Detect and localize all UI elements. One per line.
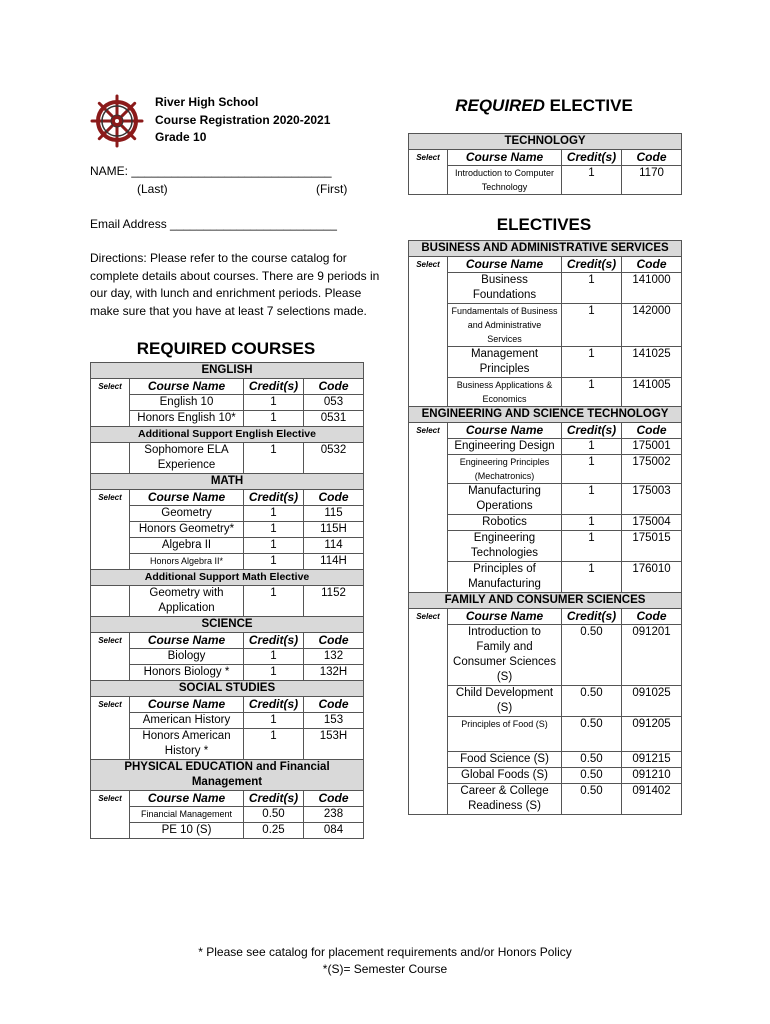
technology-table <box>408 133 682 195</box>
section-title: FAMILY AND CONSUMER SCIENCES <box>409 593 682 609</box>
course-credits: 1 <box>244 713 304 729</box>
course-name: Engineering Principles (Mechatronics) <box>448 455 562 484</box>
course-row[interactable] <box>91 823 364 839</box>
course-row[interactable] <box>409 515 682 531</box>
course-code: 142000 <box>622 304 682 347</box>
course-credits: 1 <box>244 506 304 522</box>
course-row[interactable] <box>91 729 364 760</box>
course-row[interactable] <box>91 506 364 522</box>
course-credits: 1 <box>244 729 304 760</box>
course-name: Geometry with Application <box>130 586 244 617</box>
electives-title: ELECTIVES <box>496 215 592 234</box>
course-row[interactable] <box>91 395 364 411</box>
course-name-header: Course Name <box>130 490 244 506</box>
course-credits: 1 <box>244 395 304 411</box>
first-name-label: (First) <box>316 182 348 196</box>
course-code: 141000 <box>622 273 682 304</box>
course-credits: 0.50 <box>562 625 622 686</box>
course-row[interactable] <box>91 807 364 823</box>
course-code: 153H <box>304 729 364 760</box>
directions-text: Directions: Please refer to the course catalog for complete details about courses. There are 9 periods in our day, with lunch and enrichment periods. Please make sure that you have at least 7 selections made. <box>90 251 380 318</box>
select-header: Select <box>91 490 130 570</box>
course-name: Honors Algebra II* <box>130 554 244 570</box>
course-code: 091210 <box>622 768 682 784</box>
course-credits: 1 <box>562 347 622 378</box>
course-name: Management Principles <box>448 347 562 378</box>
course-name: Business Foundations <box>448 273 562 304</box>
course-name: Honors Biology * <box>130 665 244 681</box>
course-credits: 0.50 <box>244 807 304 823</box>
english-section-header <box>91 363 364 379</box>
course-name-header: Course Name <box>130 791 244 807</box>
course-credits: 0.25 <box>244 823 304 839</box>
course-credits: 1 <box>562 273 622 304</box>
course-code: 0531 <box>304 411 364 427</box>
course-row[interactable] <box>409 347 682 378</box>
course-code: 084 <box>304 823 364 839</box>
course-row[interactable] <box>91 586 364 617</box>
footer-note-honors: * Please see catalog for placement requirements and/or Honors Policy <box>198 945 572 959</box>
course-code: 091025 <box>622 686 682 717</box>
course-code: 141005 <box>622 378 682 407</box>
select-header: Select <box>91 697 130 760</box>
code-header: Code <box>622 609 682 625</box>
course-name: English 10 <box>130 395 244 411</box>
course-name: Engineering Design <box>448 439 562 455</box>
course-name: Algebra II <box>130 538 244 554</box>
course-name-header: Course Name <box>448 257 562 273</box>
course-code: 132 <box>304 649 364 665</box>
course-credits: 1 <box>244 649 304 665</box>
select-header: Select <box>409 257 448 407</box>
course-row[interactable] <box>91 522 364 538</box>
column-header-row <box>91 379 364 395</box>
course-code: 175001 <box>622 439 682 455</box>
course-row[interactable] <box>409 717 682 752</box>
credits-header: Credit(s) <box>244 490 304 506</box>
course-name: Biology <box>130 649 244 665</box>
select-header: Select <box>91 633 130 681</box>
course-credits: 1 <box>244 411 304 427</box>
column-header-row <box>409 257 682 273</box>
business-section-header <box>409 241 682 257</box>
course-name: PE 10 (S) <box>130 823 244 839</box>
course-name: Honors Geometry* <box>130 522 244 538</box>
required-courses-table <box>90 362 364 839</box>
section-title: SCIENCE <box>91 617 364 633</box>
course-row[interactable] <box>409 484 682 515</box>
school-name: River High School <box>155 95 259 109</box>
email-field[interactable]: Email Address _________________________ <box>90 217 337 231</box>
course-code: 238 <box>304 807 364 823</box>
code-header: Code <box>304 697 364 713</box>
select-header: Select <box>409 609 448 815</box>
course-credits: 1 <box>562 166 622 195</box>
section-title: BUSINESS AND ADMINISTRATIVE SERVICES <box>409 241 682 257</box>
code-header: Code <box>304 379 364 395</box>
course-credits: 1 <box>562 439 622 455</box>
select-header: Select <box>409 150 448 195</box>
course-code: 176010 <box>622 562 682 593</box>
course-name: Business Applications & Economics <box>448 378 562 407</box>
course-credits: 1 <box>562 304 622 347</box>
course-credits: 0.50 <box>562 717 622 752</box>
code-header: Code <box>304 633 364 649</box>
course-credits: 0.50 <box>562 686 622 717</box>
column-header-row <box>409 609 682 625</box>
section-title: ENGLISH <box>91 363 364 379</box>
technology-section-header <box>409 134 682 150</box>
course-credits: 0.50 <box>562 784 622 815</box>
course-row[interactable] <box>409 378 682 407</box>
section-title: PHYSICAL EDUCATION and Financial Management <box>91 760 364 791</box>
course-name: American History <box>130 713 244 729</box>
course-name: Principles of Food (S) <box>448 717 562 752</box>
course-code: 132H <box>304 665 364 681</box>
course-code: 175015 <box>622 531 682 562</box>
code-header: Code <box>304 490 364 506</box>
credits-header: Credit(s) <box>562 423 622 439</box>
credits-header: Credit(s) <box>244 379 304 395</box>
course-credits: 1 <box>562 378 622 407</box>
course-credits: 1 <box>244 538 304 554</box>
course-row[interactable] <box>91 665 364 681</box>
school-header <box>155 94 330 147</box>
course-code: 053 <box>304 395 364 411</box>
name-field[interactable]: NAME: ______________________________ <box>90 164 332 178</box>
course-credits: 1 <box>562 531 622 562</box>
course-name-header: Course Name <box>448 609 562 625</box>
course-name: Honors English 10* <box>130 411 244 427</box>
course-credits: 1 <box>244 586 304 617</box>
course-row[interactable] <box>409 752 682 768</box>
course-name: Fundamentals of Business and Administrative Services <box>448 304 562 347</box>
course-code: 175003 <box>622 484 682 515</box>
course-code: 115H <box>304 522 364 538</box>
select-header: Select <box>91 379 130 427</box>
course-name: Sophomore ELA Experience <box>130 443 244 474</box>
course-code: 1152 <box>304 586 364 617</box>
course-credits: 1 <box>562 455 622 484</box>
course-code: 175004 <box>622 515 682 531</box>
course-credits: 1 <box>562 484 622 515</box>
required-courses-title: REQUIRED COURSES <box>136 339 316 358</box>
grade-label: Grade 10 <box>155 130 207 144</box>
credits-header: Credit(s) <box>562 257 622 273</box>
engineering-section-header <box>409 407 682 423</box>
column-header-row <box>91 791 364 807</box>
course-row[interactable] <box>91 538 364 554</box>
course-row[interactable] <box>409 784 682 815</box>
course-row[interactable] <box>91 443 364 474</box>
course-code: 153 <box>304 713 364 729</box>
course-row[interactable] <box>409 625 682 686</box>
course-name-header: Course Name <box>448 423 562 439</box>
course-name-header: Course Name <box>448 150 562 166</box>
course-name-header: Course Name <box>130 697 244 713</box>
registration-year: Course Registration 2020-2021 <box>155 112 331 127</box>
section-title: TECHNOLOGY <box>409 134 682 150</box>
course-credits: 0.50 <box>562 768 622 784</box>
column-header-row <box>409 423 682 439</box>
support-title: Additional Support Math Elective <box>91 570 364 586</box>
course-name: Honors American History * <box>130 729 244 760</box>
math-support-header <box>91 570 364 586</box>
course-name: Child Development (S) <box>448 686 562 717</box>
elective-word: ELECTIVE <box>544 96 633 115</box>
required-elective-title <box>408 96 680 116</box>
course-row[interactable] <box>91 554 364 570</box>
course-name: Introduction to Computer Technology <box>448 166 562 195</box>
footer-note-semester: *(S)= Semester Course <box>322 962 448 976</box>
english-support-header <box>91 427 364 443</box>
course-row[interactable] <box>409 304 682 347</box>
course-name-header: Course Name <box>130 379 244 395</box>
last-name-label: (Last) <box>137 182 168 196</box>
course-credits: 1 <box>562 562 622 593</box>
course-row[interactable] <box>91 411 364 427</box>
course-row[interactable] <box>409 768 682 784</box>
course-code: 175002 <box>622 455 682 484</box>
column-header-row <box>91 697 364 713</box>
course-row[interactable] <box>91 649 364 665</box>
select-cell[interactable] <box>91 443 130 474</box>
ship-wheel-logo <box>90 94 144 148</box>
select-header: Select <box>91 791 130 839</box>
select-cell[interactable] <box>91 586 130 617</box>
course-row[interactable] <box>409 531 682 562</box>
course-credits: 1 <box>244 665 304 681</box>
math-section-header <box>91 474 364 490</box>
credits-header: Credit(s) <box>244 791 304 807</box>
course-name: Career & College Readiness (S) <box>448 784 562 815</box>
column-header-row <box>91 490 364 506</box>
credits-header: Credit(s) <box>562 609 622 625</box>
section-title: ENGINEERING AND SCIENCE TECHNOLOGY <box>409 407 682 423</box>
code-header: Code <box>622 423 682 439</box>
course-name: Geometry <box>130 506 244 522</box>
support-title: Additional Support English Elective <box>91 427 364 443</box>
credits-header: Credit(s) <box>244 633 304 649</box>
course-credits: 1 <box>244 554 304 570</box>
course-name: Global Foods (S) <box>448 768 562 784</box>
code-header: Code <box>622 150 682 166</box>
course-code: 091402 <box>622 784 682 815</box>
course-row[interactable] <box>409 273 682 304</box>
science-section-header <box>91 617 364 633</box>
code-header: Code <box>304 791 364 807</box>
course-code: 1170 <box>622 166 682 195</box>
section-title: SOCIAL STUDIES <box>91 681 364 697</box>
course-credits: 0.50 <box>562 752 622 768</box>
electives-table <box>408 240 682 815</box>
course-row[interactable] <box>409 455 682 484</box>
course-name-header: Course Name <box>130 633 244 649</box>
course-name: Engineering Technologies <box>448 531 562 562</box>
course-name: Manufacturing Operations <box>448 484 562 515</box>
course-code: 091215 <box>622 752 682 768</box>
select-header: Select <box>409 423 448 593</box>
code-header: Code <box>622 257 682 273</box>
course-row[interactable] <box>91 713 364 729</box>
course-code: 141025 <box>622 347 682 378</box>
credits-header: Credit(s) <box>562 150 622 166</box>
column-header-row <box>409 150 682 166</box>
course-credits: 1 <box>244 443 304 474</box>
course-row[interactable] <box>409 166 682 195</box>
course-code: 091205 <box>622 717 682 752</box>
course-name: Financial Management <box>130 807 244 823</box>
social-section-header <box>91 681 364 697</box>
course-code: 091201 <box>622 625 682 686</box>
course-name: Principles of Manufacturing <box>448 562 562 593</box>
course-code: 0532 <box>304 443 364 474</box>
section-title: MATH <box>91 474 364 490</box>
course-row[interactable] <box>409 562 682 593</box>
course-name: Food Science (S) <box>448 752 562 768</box>
course-row[interactable] <box>409 439 682 455</box>
column-header-row <box>91 633 364 649</box>
course-code: 115 <box>304 506 364 522</box>
course-credits: 1 <box>244 522 304 538</box>
course-name: Introduction to Family and Consumer Sciences (S) <box>448 625 562 686</box>
required-word: REQUIRED <box>455 96 545 115</box>
course-name: Robotics <box>448 515 562 531</box>
pe-section-header <box>91 760 364 791</box>
course-row[interactable] <box>409 686 682 717</box>
course-credits: 1 <box>562 515 622 531</box>
credits-header: Credit(s) <box>244 697 304 713</box>
course-code: 114H <box>304 554 364 570</box>
family-section-header <box>409 593 682 609</box>
course-code: 114 <box>304 538 364 554</box>
